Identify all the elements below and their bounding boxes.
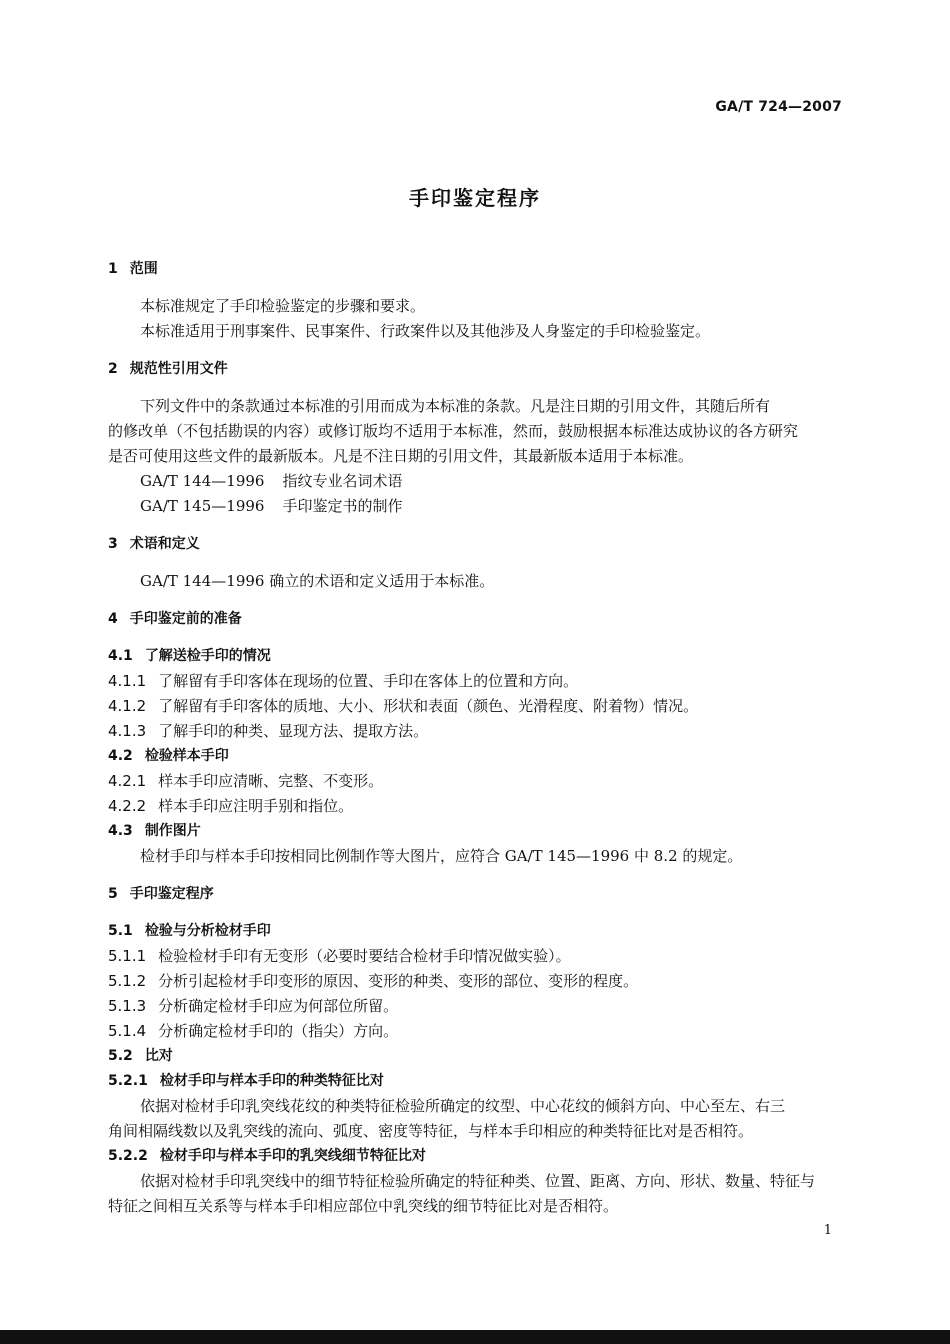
clause: 4.2.1 样本手印应清晰、完整、不变形。 [108,772,384,790]
clause-heading: 5.2.2 检材手印与样本手印的乳突线细节特征比对 [108,1148,426,1164]
clause: 4.1.3 了解手印的种类、显现方法、提取方法。 [108,722,429,740]
clause: 5.1.1 检验检材手印有无变形（必要时要结合检材手印情况做实验）。 [108,947,571,965]
paragraph: 本标准规定了手印检验鉴定的步骤和要求。 [140,297,426,315]
paragraph-line: 下列文件中的条款通过本标准的引用而成为本标准的条款。凡是注日期的引用文件，其随后所有 [140,397,771,415]
reference-item: GA/T 145—1996 手印鉴定书的制作 [140,497,403,515]
bottom-edge-bar [0,1330,950,1344]
clause: 4.1.1 了解留有手印客体在现场的位置、手印在客体上的位置和方向。 [108,672,579,690]
subsection-heading: 4.1 了解送检手印的情况 [108,648,271,664]
paragraph: 检材手印与样本手印按相同比例制作等大图片，应符合 GA/T 145—1996 中 8.2 的规定。 [140,847,743,865]
paragraph: 本标准适用于刑事案件、民事案件、行政案件以及其他涉及人身鉴定的手印检验鉴定。 [140,322,711,340]
subsection-heading: 5.1 检验与分析检材手印 [108,923,271,939]
paragraph-line: 特征之间相互关系等与样本手印相应部位中乳突线的细节特征比对是否相符。 [108,1197,619,1215]
paragraph-line: 依据对检材手印乳突线中的细节特征检验所确定的特征种类、位置、距离、方向、形状、数量、特征与 [140,1172,816,1190]
clause: 5.1.3 分析确定检材手印应为何部位所留。 [108,997,399,1015]
section-3-heading: 3 术语和定义 [108,536,200,552]
subsection-heading: 4.2 检验样本手印 [108,748,229,764]
reference-item: GA/T 144—1996 指纹专业名词术语 [140,472,403,490]
paragraph-line: 依据对检材手印乳突线花纹的种类特征检验所确定的纹型、中心花纹的倾斜方向、中心至左、右三 [140,1097,786,1115]
paragraph: GA/T 144—1996 确立的术语和定义适用于本标准。 [140,572,495,590]
clause-heading: 5.2.1 检材手印与样本手印的种类特征比对 [108,1073,384,1089]
subsection-heading: 4.3 制作图片 [108,823,201,839]
paragraph-line: 是否可使用这些文件的最新版本。凡是不注日期的引用文件，其最新版本适用于本标准。 [108,447,694,465]
clause: 4.1.2 了解留有手印客体的质地、大小、形状和表面（颜色、光滑程度、附着物）情况。 [108,697,699,715]
section-4-heading: 4 手印鉴定前的准备 [108,611,242,627]
subsection-heading: 5.2 比对 [108,1048,173,1064]
document-title: 手印鉴定程序 [409,186,541,210]
paragraph-line: 角间相隔线数以及乳突线的流向、弧度、密度等特征，与样本手印相应的种类特征比对是否相符。 [108,1122,754,1140]
clause: 5.1.4 分析确定检材手印的（指尖）方向。 [108,1022,399,1040]
clause: 5.1.2 分析引起检材手印变形的原因、变形的种类、变形的部位、变形的程度。 [108,972,639,990]
section-2-heading: 2 规范性引用文件 [108,361,228,377]
paragraph-line: 的修改单（不包括勘误的内容）或修订版均不适用于本标准，然而，鼓励根据本标准达成协议的各方研究 [108,422,799,440]
section-1-heading: 1 范围 [108,261,158,277]
section-5-heading: 5 手印鉴定程序 [108,886,214,902]
standard-code: GA/T 724—2007 [715,99,842,115]
page-number: 1 [823,1223,832,1238]
clause: 4.2.2 样本手印应注明手别和指位。 [108,797,354,815]
